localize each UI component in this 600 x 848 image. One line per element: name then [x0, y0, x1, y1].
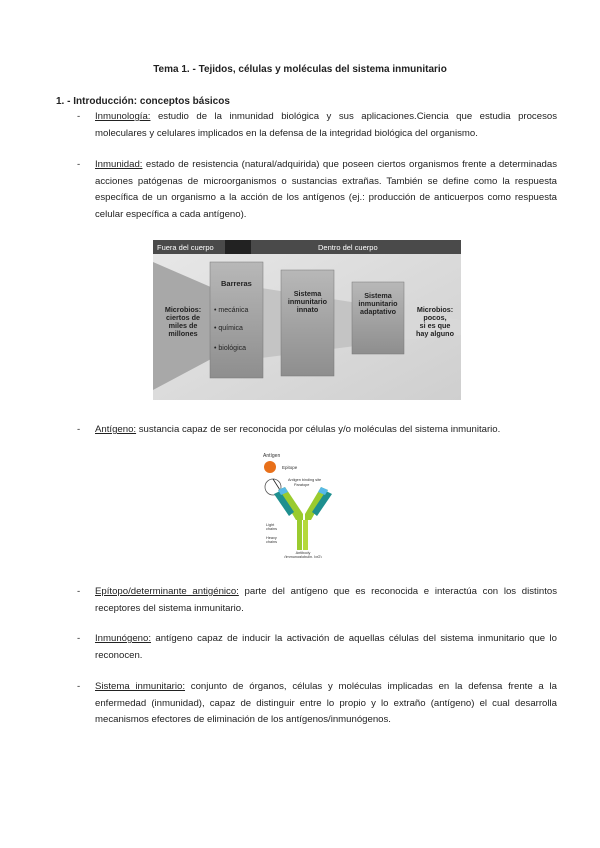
binding-site-label [288, 478, 321, 487]
svg-text:inmunitario: inmunitario [287, 297, 328, 306]
antigen-label: Antígen [263, 453, 281, 459]
term-label: Inmunógeno: [95, 633, 152, 644]
microbes-left-label [165, 305, 201, 338]
heavy-chains-label [266, 536, 277, 544]
page-title: Tema 1. - Tejidos, células y moléculas del sistema inmunitario [153, 64, 447, 75]
svg-text:Sistema: Sistema [364, 291, 392, 300]
antibody-illustration [258, 450, 343, 558]
definition-inmunologia [77, 109, 557, 142]
definition-text: antígeno capaz de inducir la activación de aquellas células del sistema inmunitario que lo reconocen. [95, 633, 557, 661]
antibody-shape-icon [274, 487, 332, 550]
diagram-boundary-marker [225, 240, 251, 254]
definition-text: estudio de la inmunidad biológica y sus aplicaciones.Ciencia que estudia procesos moleculares y celulares implicados en la defensa de la integridad biológica del organismo. [95, 111, 557, 139]
immune-defense-diagram [153, 240, 461, 400]
svg-text:inmunitario: inmunitario [358, 299, 398, 308]
term-label: Antígeno: [95, 424, 137, 435]
list-dash: - [77, 424, 81, 435]
term-label: Epítopo/determinante antigénico: [95, 586, 239, 597]
definition-inmunogeno [77, 631, 557, 664]
term-label: Inmunidad: [95, 159, 143, 170]
list-dash: - [77, 159, 81, 170]
definition-epitopo [77, 584, 557, 617]
definition-text: conjunto de órganos, células y moléculas implicadas en la defensa frente a la enfermedad (inmunidad), capaz de distinguir entre lo propio y lo extraño (antígeno) el cual desarrolla mecanismos efectores de eliminación de los antígenos/inmunógenos. [95, 681, 557, 725]
definition-text: estado de resistencia (natural/adquirida) que poseen ciertos organismos frente a determinadas acciones patógenas de microorganismos o sustancias extrañas. También se define como la respuesta específica de un organismo a la acción de los antígenos (ej.: producción de anticuerpos como respuesta celular específica a cada antígeno). [95, 159, 557, 220]
svg-text:ciertos de: ciertos de [166, 313, 200, 322]
svg-text:Paratope: Paratope [294, 483, 310, 487]
svg-text:innato: innato [296, 305, 319, 314]
definition-text: parte del antígeno que es reconocida e interactúa con los distintos receptores del sistema inmunitario. [95, 586, 557, 614]
list-dash: - [77, 633, 81, 644]
pointer-line [273, 479, 280, 490]
svg-text:Antigen binding site: Antigen binding site [288, 478, 322, 482]
antigen-icon [264, 461, 276, 473]
definition-inmunidad [77, 157, 557, 223]
svg-text:Microbios:: Microbios: [416, 305, 454, 314]
barriers-title: Barreras [221, 279, 252, 288]
list-dash: - [77, 111, 81, 122]
svg-text:• biológica: • biológica [214, 345, 247, 352]
svg-text:Heavy: Heavy [266, 536, 277, 540]
definition-text: sustancia capaz de ser reconocida por células y/o moléculas del sistema inmunitario. [136, 424, 501, 435]
term-label: Inmunología: [95, 111, 151, 122]
outside-body-label: Fuera del cuerpo [157, 243, 214, 252]
svg-text:(immunoglobulin, IgG): (immunoglobulin, IgG) [284, 555, 322, 558]
antibody-caption [284, 551, 322, 558]
inside-body-label: Dentro del cuerpo [318, 243, 378, 252]
epitope-label: Epitope [282, 465, 298, 470]
microbes-right-label [416, 305, 455, 338]
svg-text:Microbios:: Microbios: [164, 305, 202, 314]
svg-text:Antibody: Antibody [295, 551, 311, 555]
svg-text:Sistema: Sistema [293, 289, 322, 298]
list-dash: - [77, 681, 81, 692]
definition-sistema-inmunitario [77, 679, 557, 729]
svg-text:miles de: miles de [168, 321, 198, 330]
light-chains-label [266, 523, 277, 531]
term-label: Sistema inmunitario: [95, 681, 186, 692]
innate-system-box [281, 270, 334, 376]
svg-text:chains: chains [266, 527, 277, 531]
list-dash: - [77, 586, 81, 597]
svg-text:• mecánica: • mecánica [214, 307, 249, 314]
definition-antigeno [77, 422, 557, 439]
svg-text:adaptativo: adaptativo [360, 307, 396, 316]
svg-text:chains: chains [266, 540, 277, 544]
svg-text:pocos,: pocos, [423, 313, 447, 322]
svg-text:hay alguno: hay alguno [416, 329, 454, 338]
svg-text:millones: millones [168, 329, 198, 338]
svg-text:• química: • química [214, 325, 243, 332]
section-heading: 1. - Introducción: conceptos básicos [56, 96, 230, 107]
svg-text:si es que: si es que [419, 321, 451, 330]
svg-text:Light: Light [266, 523, 275, 527]
